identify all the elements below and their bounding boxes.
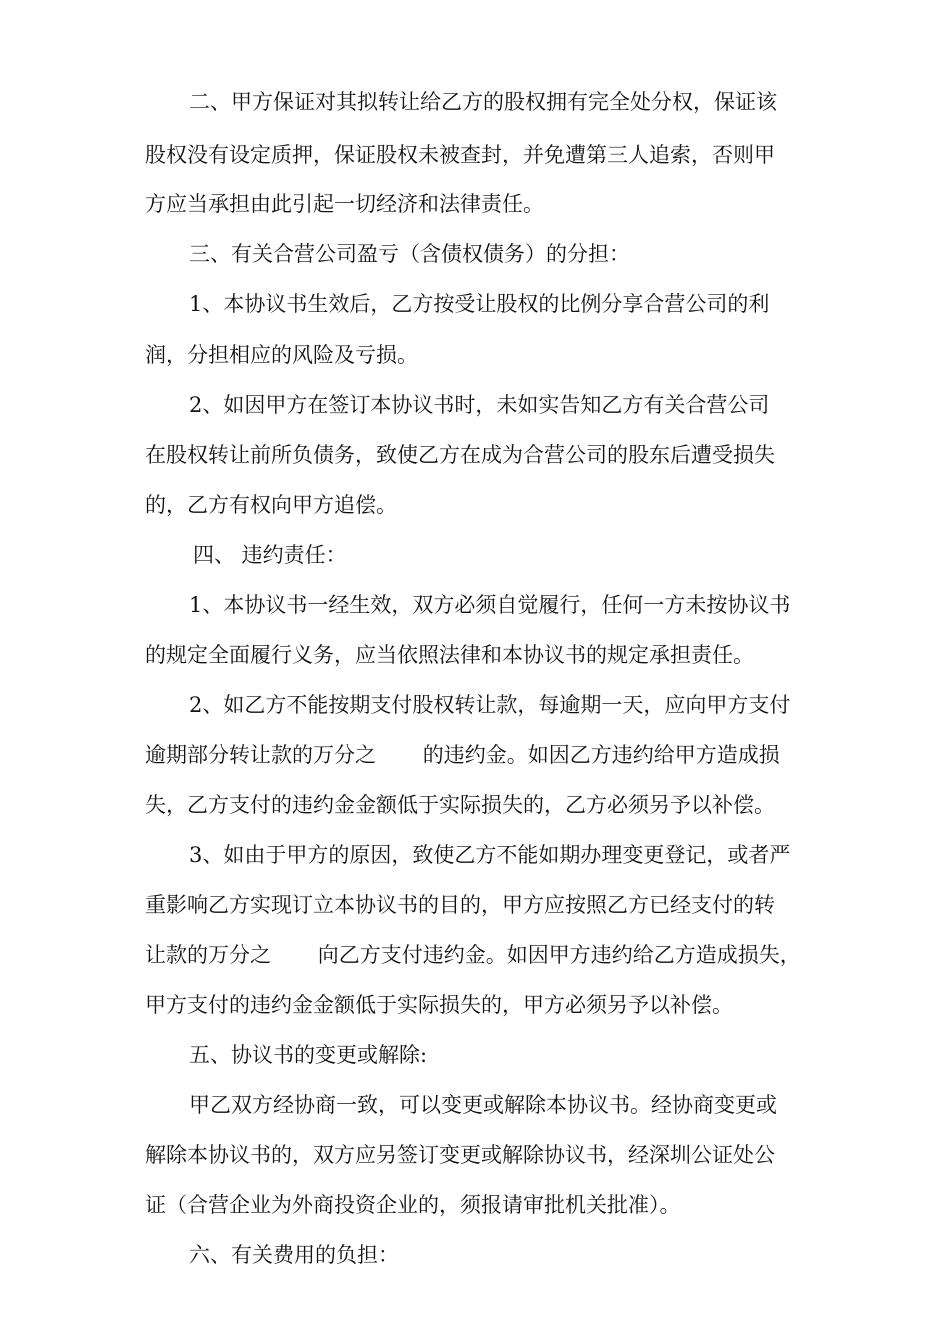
- text-line: 1、本协议书生效后，乙方按受让股权的比例分享合营公司的利: [189, 292, 770, 316]
- section-heading: 五、协议书的变更或解除:: [189, 1043, 428, 1067]
- text-line: 二、甲方保证对其拟转让给乙方的股权拥有完全处分权，保证该: [189, 90, 777, 114]
- section-heading: 三、有关合营公司盈亏（含债权债务）的分担：: [189, 242, 630, 266]
- text-line: 2、如乙方不能按期支付股权转让款，每逾期一天，应向甲方支付: [189, 693, 791, 717]
- text-line: 逾期部分转让款的万分之 的违约金。如因乙方违约给甲方造成损: [145, 743, 780, 767]
- text-line: 甲方支付的违约金金额低于实际损失的，甲方必须另予以补偿。: [145, 993, 733, 1017]
- section-heading: 六、有关费用的负担：: [189, 1243, 399, 1267]
- section-heading: 四、 违约责任：: [193, 543, 347, 567]
- text-line: 1、本协议书一经生效，双方必须自觉履行，任何一方未按协议书: [189, 593, 791, 617]
- text-line: 的规定全面履行义务，应当依照法律和本协议书的规定承担责任。: [145, 643, 754, 667]
- text-line: 润，分担相应的风险及亏损。: [145, 343, 418, 367]
- text-line: 3、如由于甲方的原因，致使乙方不能如期办理变更登记，或者严: [189, 843, 791, 867]
- text-line: 失，乙方支付的违约金金额低于实际损失的，乙方必须另予以补偿。: [145, 793, 775, 817]
- text-line: 股权没有设定质押，保证股权未被查封，并免遭第三人追索，否则甲: [145, 143, 775, 167]
- text-line: 证（合营企业为外商投资企业的，须报请审批机关批准）。: [145, 1193, 681, 1217]
- text-line: 方应当承担由此引起一切经济和法律责任。: [145, 192, 544, 216]
- text-line: 让款的万分之 向乙方支付违约金。如因甲方违约给乙方造成损失，: [145, 943, 801, 967]
- text-line: 在股权转让前所负债务，致使乙方在成为合营公司的股东后遭受损失: [145, 443, 775, 467]
- text-line: 2、如因甲方在签订本协议书时，未如实告知乙方有关合营公司: [189, 393, 770, 417]
- text-line: 甲乙双方经协商一致，可以变更或解除本协议书。经协商变更或: [189, 1093, 777, 1117]
- text-line: 重影响乙方实现订立本协议书的目的，甲方应按照乙方已经支付的转: [145, 893, 775, 917]
- text-line: 的，乙方有权向甲方追偿。: [145, 493, 397, 517]
- text-line: 解除本协议书的，双方应另签订变更或解除协议书，经深圳公证处公: [145, 1143, 775, 1167]
